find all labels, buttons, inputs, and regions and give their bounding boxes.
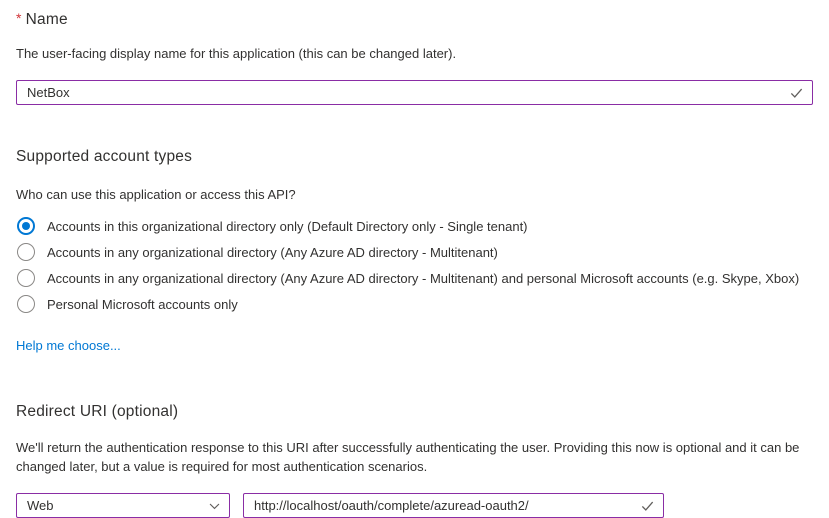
chevron-down-icon	[208, 499, 221, 512]
help-me-choose-link[interactable]: Help me choose...	[16, 338, 121, 353]
radio-selected-icon[interactable]	[17, 217, 35, 235]
account-type-radio-group	[16, 213, 813, 317]
account-types-question: Who can use this application or access this API?	[16, 187, 296, 202]
platform-select[interactable]	[16, 493, 230, 518]
name-section	[16, 10, 813, 105]
platform-select-value: Web	[27, 498, 54, 513]
redirect-uri-heading: Redirect URI (optional)	[16, 403, 179, 420]
name-label: Name	[25, 11, 68, 28]
required-asterisk: *	[16, 10, 22, 26]
redirect-uri-input-container	[243, 493, 664, 518]
redirect-uri-description: We'll return the authentication response to this URI after successfully authenticating the user. Providing this now is optional and it can be changed later, but a value is required for most authentication scenarios.	[16, 440, 800, 474]
radio-option-label: Accounts in this organizational directory only (Default Directory only - Single tenant)	[47, 218, 528, 234]
radio-unselected-icon[interactable]	[17, 269, 35, 287]
radio-option-single-tenant[interactable]	[16, 213, 813, 239]
radio-option-multitenant[interactable]	[16, 239, 813, 265]
supported-account-types-heading: Supported account types	[16, 148, 193, 165]
radio-unselected-icon[interactable]	[17, 243, 35, 261]
radio-option-personal-only[interactable]	[16, 291, 813, 317]
name-description: The user-facing display name for this application (this can be changed later).	[16, 46, 457, 61]
name-section-heading	[16, 10, 813, 29]
redirect-uri-section	[16, 403, 813, 518]
radio-unselected-icon[interactable]	[17, 295, 35, 313]
name-input-container	[16, 80, 813, 105]
radio-option-multitenant-personal[interactable]	[16, 265, 813, 291]
radio-option-label: Accounts in any organizational directory (Any Azure AD directory - Multitenant)	[47, 244, 498, 260]
redirect-uri-row	[16, 493, 813, 518]
supported-account-types-section	[16, 148, 813, 355]
name-input[interactable]	[17, 81, 812, 104]
redirect-uri-input[interactable]	[244, 494, 663, 517]
radio-option-label: Personal Microsoft accounts only	[47, 296, 238, 312]
radio-option-label: Accounts in any organizational directory (Any Azure AD directory - Multitenant) and personal Microsoft accounts (e.g. Skype, Xbox)	[47, 270, 800, 286]
